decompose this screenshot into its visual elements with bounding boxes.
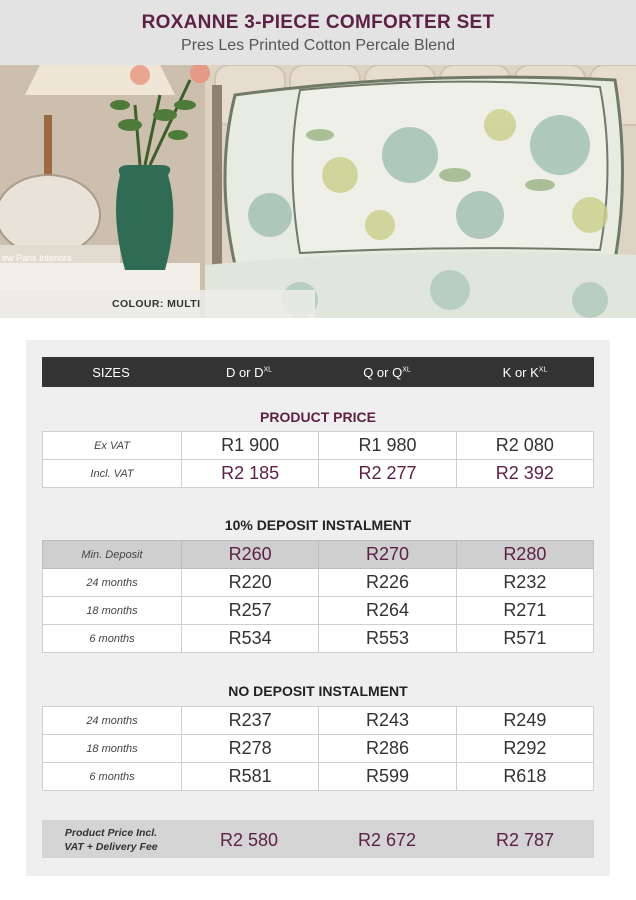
bedroom-illustration bbox=[0, 65, 636, 318]
price-cell: R286 bbox=[319, 735, 456, 763]
price-cell: R534 bbox=[182, 625, 319, 653]
deposit-heading: 10% DEPOSIT INSTALMENT bbox=[224, 517, 412, 533]
price-cell: R553 bbox=[319, 625, 456, 653]
size-q-label: Q or Q bbox=[363, 365, 403, 380]
price-cell: R1 900 bbox=[182, 432, 319, 460]
page-subtitle: Pres Les Printed Cotton Percale Blend bbox=[181, 37, 455, 54]
price-cell: R2 185 bbox=[182, 460, 319, 488]
price-cell: R571 bbox=[456, 625, 593, 653]
row-label: Min. Deposit bbox=[43, 541, 182, 569]
price-cell: R264 bbox=[319, 597, 456, 625]
price-cell: R226 bbox=[319, 569, 456, 597]
table-row bbox=[43, 735, 594, 763]
size-k bbox=[456, 365, 594, 380]
table-row bbox=[43, 432, 594, 460]
price-cell: R2 080 bbox=[456, 432, 593, 460]
price-cell: R581 bbox=[182, 763, 319, 791]
table-row bbox=[43, 625, 594, 653]
price-cell: R2 392 bbox=[456, 460, 593, 488]
total-value: R2 787 bbox=[495, 830, 555, 850]
page-title: ROXANNE 3-PIECE COMFORTER SET bbox=[141, 12, 495, 33]
size-d-sup: XL bbox=[263, 366, 273, 374]
product-price-table bbox=[42, 431, 594, 488]
size-k-sup: XL bbox=[538, 366, 548, 374]
price-cell: R618 bbox=[456, 763, 593, 791]
sizes-header bbox=[42, 357, 594, 387]
table-row bbox=[43, 597, 594, 625]
row-label: 6 months bbox=[43, 763, 182, 791]
row-label: Incl. VAT bbox=[43, 460, 182, 488]
size-d-label: D or D bbox=[225, 365, 264, 380]
row-label: 24 months bbox=[43, 707, 182, 735]
price-cell: R1 980 bbox=[319, 432, 456, 460]
size-d bbox=[180, 365, 318, 380]
total-value: R2 672 bbox=[357, 830, 417, 850]
total-value: R2 580 bbox=[219, 830, 279, 850]
size-q bbox=[318, 365, 456, 380]
row-label: 18 months bbox=[43, 597, 182, 625]
price-cell: R249 bbox=[456, 707, 593, 735]
price-cell: R257 bbox=[182, 597, 319, 625]
table-row bbox=[43, 707, 594, 735]
table-row bbox=[43, 763, 594, 791]
row-label: 24 months bbox=[43, 569, 182, 597]
row-label: 18 months bbox=[43, 735, 182, 763]
table-row bbox=[43, 460, 594, 488]
product-price-heading: PRODUCT PRICE bbox=[260, 409, 376, 425]
price-cell: R270 bbox=[319, 541, 456, 569]
price-cell: R260 bbox=[182, 541, 319, 569]
table-row bbox=[43, 541, 594, 569]
price-cell: R292 bbox=[456, 735, 593, 763]
row-label: Ex VAT bbox=[43, 432, 182, 460]
price-cell: R243 bbox=[319, 707, 456, 735]
deposit-table bbox=[42, 540, 594, 653]
colour-label bbox=[0, 290, 315, 318]
no-deposit-table bbox=[42, 706, 594, 791]
row-label: 6 months bbox=[43, 625, 182, 653]
total-row bbox=[42, 820, 594, 858]
colour-label-text: COLOUR: MULTI bbox=[112, 298, 201, 310]
size-q-sup: XL bbox=[402, 366, 411, 374]
price-cell: R237 bbox=[182, 707, 319, 735]
price-cell: R271 bbox=[456, 597, 593, 625]
price-cell: R2 277 bbox=[319, 460, 456, 488]
total-label-line2: VAT + Delivery Fee bbox=[64, 841, 158, 853]
total-label-line1: Product Price Incl. bbox=[64, 827, 158, 839]
price-cell: R220 bbox=[182, 569, 319, 597]
book-text: ew Paris Interiors bbox=[2, 253, 72, 263]
price-cell: R599 bbox=[319, 763, 456, 791]
sizes-label: SIZES bbox=[92, 365, 130, 380]
no-deposit-heading: NO DEPOSIT INSTALMENT bbox=[228, 683, 408, 699]
price-cell: R278 bbox=[182, 735, 319, 763]
header bbox=[0, 0, 636, 65]
product-photo bbox=[0, 65, 636, 318]
price-cell: R280 bbox=[456, 541, 593, 569]
table-row bbox=[43, 569, 594, 597]
size-k-label: K or K bbox=[502, 365, 539, 380]
price-cell: R232 bbox=[456, 569, 593, 597]
total-label bbox=[42, 826, 180, 854]
